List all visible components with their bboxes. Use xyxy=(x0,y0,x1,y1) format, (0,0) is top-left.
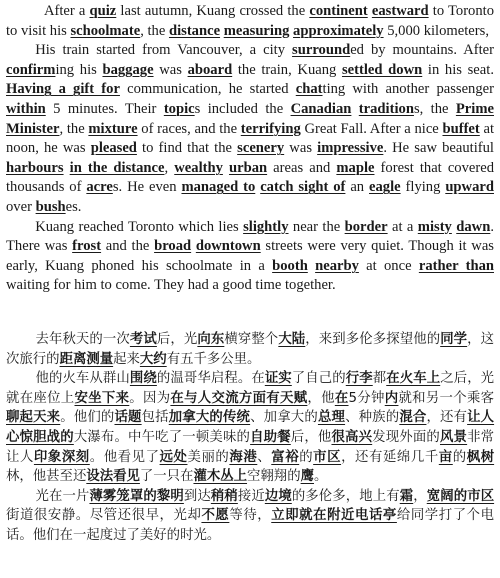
vocabulary-term: 边境 xyxy=(264,488,292,504)
text-run: the train, Kuang xyxy=(232,61,342,78)
vocabulary-term: 在 xyxy=(334,390,349,406)
text-run xyxy=(308,258,315,274)
text-run: 起来 xyxy=(113,351,140,367)
text-run: , the xyxy=(59,120,89,137)
text-run: es. xyxy=(65,198,82,215)
vocabulary-term: 风景 xyxy=(439,429,468,445)
text-run: Kuang reached Toronto which lies xyxy=(35,218,244,235)
vocabulary-term: 内 xyxy=(384,390,399,406)
vocabulary-term: downtown xyxy=(195,238,261,255)
vocabulary-term: 安坐下来 xyxy=(74,390,130,406)
text-run: 。他看见了 xyxy=(89,449,160,465)
vocabulary-term: continent xyxy=(309,3,368,19)
text-run: ，他 xyxy=(307,390,335,406)
vocabulary-term: quiz xyxy=(89,3,117,19)
vocabulary-term: 印象深刻 xyxy=(33,449,90,465)
vocabulary-term: baggage xyxy=(102,61,154,78)
text-run: ，还有延绵几千 xyxy=(341,449,439,465)
text-run: at noon, he was xyxy=(6,120,495,157)
vocabulary-term: 大约 xyxy=(139,351,167,367)
vocabulary-term: tradition xyxy=(358,100,414,117)
text-run: 。 xyxy=(313,469,328,485)
text-run: ing his xyxy=(55,61,103,78)
vocabulary-term: chat xyxy=(295,81,323,98)
text-run: 、加拿大的 xyxy=(250,410,318,426)
vocabulary-term: rather than xyxy=(418,257,494,274)
vocabulary-term: in the distance xyxy=(69,159,165,176)
vocabulary-term: managed to xyxy=(181,179,256,196)
text-run: 非常让人 xyxy=(6,429,495,465)
vocabulary-term: upward xyxy=(445,179,494,196)
text-run: 空翱翔的 xyxy=(247,469,301,485)
vocabulary-term: distance xyxy=(168,22,221,39)
text-run: 5分钟 xyxy=(348,390,385,406)
vocabulary-term: wealthy xyxy=(174,159,223,176)
text-run: s included the xyxy=(194,100,291,117)
vocabulary-term: 聊起天来 xyxy=(6,410,61,426)
vocabulary-term: border xyxy=(344,218,388,235)
text-run: . There was xyxy=(6,218,494,255)
vocabulary-term: 测量 xyxy=(86,351,114,367)
chinese-paragraph xyxy=(6,330,494,369)
vocabulary-term: Prime Minister xyxy=(6,100,494,137)
text-run: 他的火车从群山 xyxy=(35,371,130,387)
text-run: ， xyxy=(413,488,427,504)
text-run: in his seat. xyxy=(422,61,494,78)
text-run: 到达 xyxy=(183,488,211,504)
vocabulary-term: nearby xyxy=(315,257,359,274)
vocabulary-term: within xyxy=(6,100,46,117)
vocabulary-term: Canadian xyxy=(290,100,352,117)
text-run: waiting for him to come. They had a good time together. xyxy=(6,277,336,294)
vocabulary-term: harbours xyxy=(6,159,64,176)
text-run: Great Fall. After a nice xyxy=(300,120,443,137)
vocabulary-term: 立即就在附近电话亭 xyxy=(271,508,397,524)
vocabulary-term: 在与人交流方面有天赋 xyxy=(170,390,308,406)
text-run: over xyxy=(6,198,36,215)
text-run: at once xyxy=(358,257,419,274)
text-run: last autumn, Kuang crossed the xyxy=(116,3,310,19)
vocabulary-term: eastward xyxy=(371,3,429,19)
vocabulary-term: 混合 xyxy=(399,410,427,426)
vocabulary-term: 行李 xyxy=(345,371,373,387)
vocabulary-term: surround xyxy=(292,42,351,59)
vocabulary-term: maple xyxy=(336,159,375,176)
vocabulary-term: confirm xyxy=(6,61,56,78)
text-run: 就和另一个乘客 xyxy=(398,390,495,406)
vocabulary-term: 同学 xyxy=(440,332,468,347)
vocabulary-term: acre xyxy=(86,179,113,196)
vocabulary-term: 在火车上 xyxy=(386,371,441,387)
english-paragraph xyxy=(6,218,494,296)
text-run: 5 minutes. Their xyxy=(45,100,164,117)
text-run: 后，光 xyxy=(156,332,198,347)
text-run: 了一只在 xyxy=(139,469,194,485)
text-run: 林，他甚至还 xyxy=(6,469,87,485)
text-run: 、 xyxy=(257,449,272,465)
text-run: 后，他 xyxy=(290,429,332,445)
vocabulary-term: 传统 xyxy=(223,410,251,426)
vocabulary-term: settled down xyxy=(341,61,423,78)
text-run: 。因为 xyxy=(129,390,171,406)
vocabulary-term: 让人心惊胆战的 xyxy=(6,410,495,445)
text-run: ，这次旅行的 xyxy=(6,332,495,367)
english-paragraph xyxy=(6,41,494,217)
text-run: 都 xyxy=(372,371,387,387)
text-run: s. He even xyxy=(112,179,182,196)
text-run: areas and xyxy=(267,159,337,176)
text-run: . He saw beautiful xyxy=(383,140,494,157)
vocabulary-term: misty xyxy=(417,218,452,235)
text-run: 包括 xyxy=(141,410,169,426)
text-run xyxy=(351,101,358,117)
vocabulary-term: 不愿 xyxy=(201,508,230,524)
text-run: near the xyxy=(288,218,345,235)
vocabulary-term: 远处 xyxy=(159,449,188,465)
text-run: His train started from Vancouver, a city xyxy=(35,42,293,59)
vocabulary-term: 富裕 xyxy=(271,449,300,465)
vocabulary-term: frost xyxy=(72,238,102,255)
text-run: forest that covered thousands of xyxy=(6,159,494,196)
vocabulary-term: slightly xyxy=(243,218,289,235)
vocabulary-term: urban xyxy=(228,159,268,176)
english-passage xyxy=(6,2,494,296)
vocabulary-term: pleased xyxy=(90,140,137,157)
text-run: flying xyxy=(400,179,446,196)
text-run: 给同学打了个电话。他们在一起度过了美好的时光。 xyxy=(6,508,495,543)
text-run: 了自己的 xyxy=(291,371,346,387)
vocabulary-term: booth xyxy=(272,257,308,274)
vocabulary-term: topic xyxy=(163,100,195,117)
vocabulary-term: 总理 xyxy=(317,410,346,426)
text-run: 的多伦多，地上有 xyxy=(291,488,400,504)
vocabulary-term: 设法 xyxy=(86,469,114,485)
chinese-translation xyxy=(6,330,494,546)
vocabulary-term: 自助餐 xyxy=(250,429,291,445)
vocabulary-term: 枫树 xyxy=(466,449,495,465)
text-run: 5,000 kilometers, xyxy=(383,22,489,39)
english-paragraph xyxy=(6,2,494,41)
vocabulary-term: 话题 xyxy=(114,410,142,426)
text-run: to find that the xyxy=(136,140,238,157)
text-run: s, the xyxy=(413,100,456,117)
vocabulary-term: 市区 xyxy=(313,449,342,465)
text-run: was xyxy=(153,61,188,78)
vocabulary-term: 距离 xyxy=(59,351,87,367)
vocabulary-term: 证实 xyxy=(264,371,292,387)
vocabulary-term: 向东 xyxy=(197,332,225,347)
vocabulary-term: catch sight of xyxy=(260,179,346,196)
vocabulary-term: 灌木丛上 xyxy=(193,469,248,485)
vocabulary-term: 亩 xyxy=(438,449,453,465)
vocabulary-term: bush xyxy=(35,198,66,215)
text-run: , the xyxy=(140,22,169,39)
text-run: 大瀑布。中午吃了一顿美味的 xyxy=(73,429,251,445)
text-run: 的 xyxy=(299,449,314,465)
text-run: 、种族的 xyxy=(345,410,400,426)
vocabulary-term: schoolmate xyxy=(70,22,141,39)
chinese-paragraph xyxy=(6,369,494,487)
text-run: an xyxy=(345,179,370,196)
vocabulary-term: eagle xyxy=(369,179,401,196)
vocabulary-term: broad xyxy=(154,238,192,255)
text-run: 的 xyxy=(452,449,467,465)
text-run: After a xyxy=(43,3,90,19)
vocabulary-term: measuring xyxy=(223,22,290,39)
text-run: 光在一片 xyxy=(35,488,90,504)
vocabulary-term: buffet xyxy=(442,120,480,137)
vocabulary-term: Having a gift for xyxy=(6,81,120,98)
text-run: 接近 xyxy=(237,488,265,504)
text-run: and the xyxy=(101,238,155,255)
vocabulary-term: 加拿大的 xyxy=(168,410,223,426)
text-run: 横穿整个 xyxy=(224,332,279,347)
text-run: communication, he started xyxy=(119,81,296,98)
vocabulary-term: 考试 xyxy=(129,332,157,347)
text-run: of races, and the xyxy=(137,120,241,137)
text-run: , xyxy=(164,159,175,176)
vocabulary-term: 薄雾笼罩的黎明 xyxy=(89,488,184,504)
vocabulary-term: impressive xyxy=(317,140,384,157)
vocabulary-term: 稍稍 xyxy=(210,488,238,504)
vocabulary-term: 海港 xyxy=(229,449,258,465)
vocabulary-term: 看见 xyxy=(113,469,140,485)
vocabulary-term: 大陆 xyxy=(278,332,306,347)
vocabulary-term: 鹰 xyxy=(300,469,314,485)
vocabulary-term: 霜 xyxy=(399,488,414,504)
vocabulary-term: 宽阔的市区 xyxy=(426,488,495,504)
text-run: 美丽的 xyxy=(187,449,230,465)
vocabulary-term: mixture xyxy=(88,120,138,137)
text-run: 。他们的 xyxy=(60,410,115,426)
text-run: 发现外面的 xyxy=(372,429,440,445)
vocabulary-term: aboard xyxy=(187,61,233,78)
vocabulary-term: 围绕 xyxy=(129,371,157,387)
vocabulary-term: terrifying xyxy=(240,120,301,137)
text-run: 有五千多公里。 xyxy=(166,351,261,367)
vocabulary-term: approximately xyxy=(293,22,384,39)
text-run: 街道很安静。尽管还很早，光却 xyxy=(6,508,202,524)
vocabulary-term: dawn xyxy=(456,218,491,235)
text-run: was xyxy=(284,140,318,157)
text-run: 等待， xyxy=(229,508,272,524)
text-run: 去年秋天的一次 xyxy=(35,332,130,347)
text-run: 之后，光就在座位上 xyxy=(6,371,495,406)
text-run: ting with another passenger xyxy=(322,81,494,98)
text-run: ed by mountains. After xyxy=(350,42,494,59)
text-run: streets were very quiet. Though it was early, Kuang phoned his schoolmate in a xyxy=(6,238,494,274)
text-run: to Toronto to visit his xyxy=(6,3,494,39)
vocabulary-term: 很高兴 xyxy=(331,429,373,445)
text-run: at a xyxy=(387,218,418,235)
text-run: ，还有 xyxy=(426,410,468,426)
chinese-paragraph xyxy=(6,487,494,546)
text-run: 的温哥华启程。在 xyxy=(156,371,265,387)
vocabulary-term: scenery xyxy=(237,140,285,157)
text-run: ，来到多伦多探望他的 xyxy=(305,332,441,347)
